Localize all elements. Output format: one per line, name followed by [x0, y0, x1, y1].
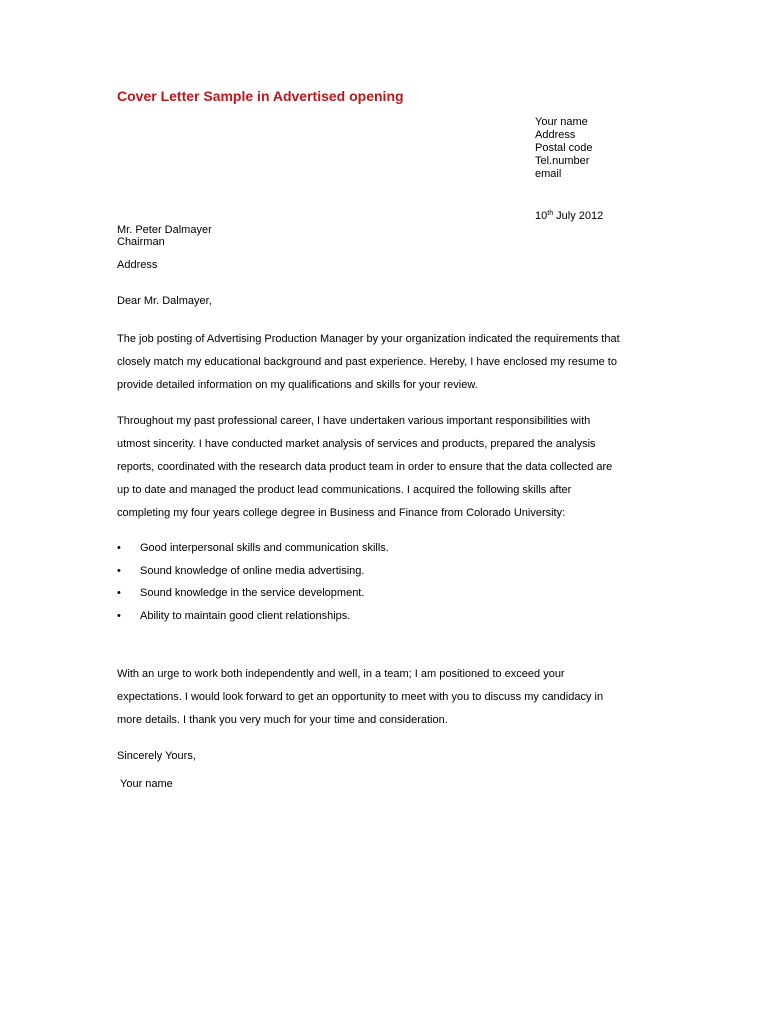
sender-block — [535, 116, 592, 181]
signature-name: Your name — [120, 778, 173, 790]
paragraph-line: Throughout my past professional career, I have undertaken various important responsibilities with — [117, 415, 591, 427]
sender-name: Your name — [535, 116, 588, 128]
recipient-position: Chairman — [117, 236, 165, 248]
sender-phone: Tel.number — [535, 155, 590, 167]
skills-list — [117, 537, 389, 627]
paragraph-line: The job posting of Advertising Production Manager by your organization indicated the requirements that — [117, 333, 620, 345]
skill-text: Good interpersonal skills and communication skills. — [140, 542, 389, 554]
paragraph-line: closely match my educational background and past experience. Hereby, I have enclosed my resume to — [117, 356, 617, 368]
paragraph-conclusion — [117, 663, 652, 732]
paragraph-line: With an urge to work both independently and well, in a team; I am positioned to exceed your — [117, 668, 565, 680]
skill-text: Ability to maintain good client relationships. — [140, 609, 351, 622]
paragraph-intro — [117, 328, 652, 397]
list-item — [117, 582, 389, 605]
date-day: 10 — [535, 210, 548, 222]
paragraph-line: utmost sincerity. I have conducted market analysis of services and products, prepared the analysis — [117, 438, 596, 450]
bullet-icon: • — [117, 564, 121, 577]
date-month-year: July 2012 — [553, 210, 604, 222]
paragraph-line: expectations. I would look forward to get an opportunity to meet with you to discuss my candidacy in — [117, 691, 604, 703]
paragraph-experience — [117, 410, 652, 525]
list-item — [117, 605, 389, 628]
recipient-address: Address — [117, 259, 158, 271]
paragraph-line: provide detailed information on my qualifications and skills for your review. — [117, 379, 478, 391]
skill-text: Sound knowledge of online media advertising. — [140, 564, 365, 577]
list-item — [117, 560, 389, 583]
letter-date — [535, 209, 603, 223]
paragraph-line: reports, coordinated with the research data product team in order to ensure that the data collected are — [117, 461, 613, 473]
bullet-icon: • — [117, 587, 121, 599]
document-title: Cover Letter Sample in Advertised opening — [117, 88, 404, 104]
sender-address: Address — [535, 129, 576, 141]
closing: Sincerely Yours, — [117, 750, 196, 762]
sender-email: email — [535, 168, 562, 180]
salutation: Dear Mr. Dalmayer, — [117, 295, 212, 307]
date-suffix: th — [547, 210, 554, 217]
paragraph-line: completing my four years college degree in Business and Finance from Colorado University: — [117, 507, 566, 519]
bullet-icon: • — [117, 542, 121, 554]
bullet-icon: • — [117, 609, 121, 622]
paragraph-line: up to date and managed the product lead communications. I acquired the following skills after — [117, 484, 572, 496]
recipient-block — [117, 224, 212, 248]
skill-text: Sound knowledge in the service development. — [140, 587, 365, 599]
recipient-name: Mr. Peter Dalmayer — [117, 224, 212, 236]
sender-postal-code: Postal code — [535, 142, 593, 154]
list-item — [117, 537, 389, 560]
paragraph-line: more details. I thank you very much for your time and consideration. — [117, 714, 448, 726]
